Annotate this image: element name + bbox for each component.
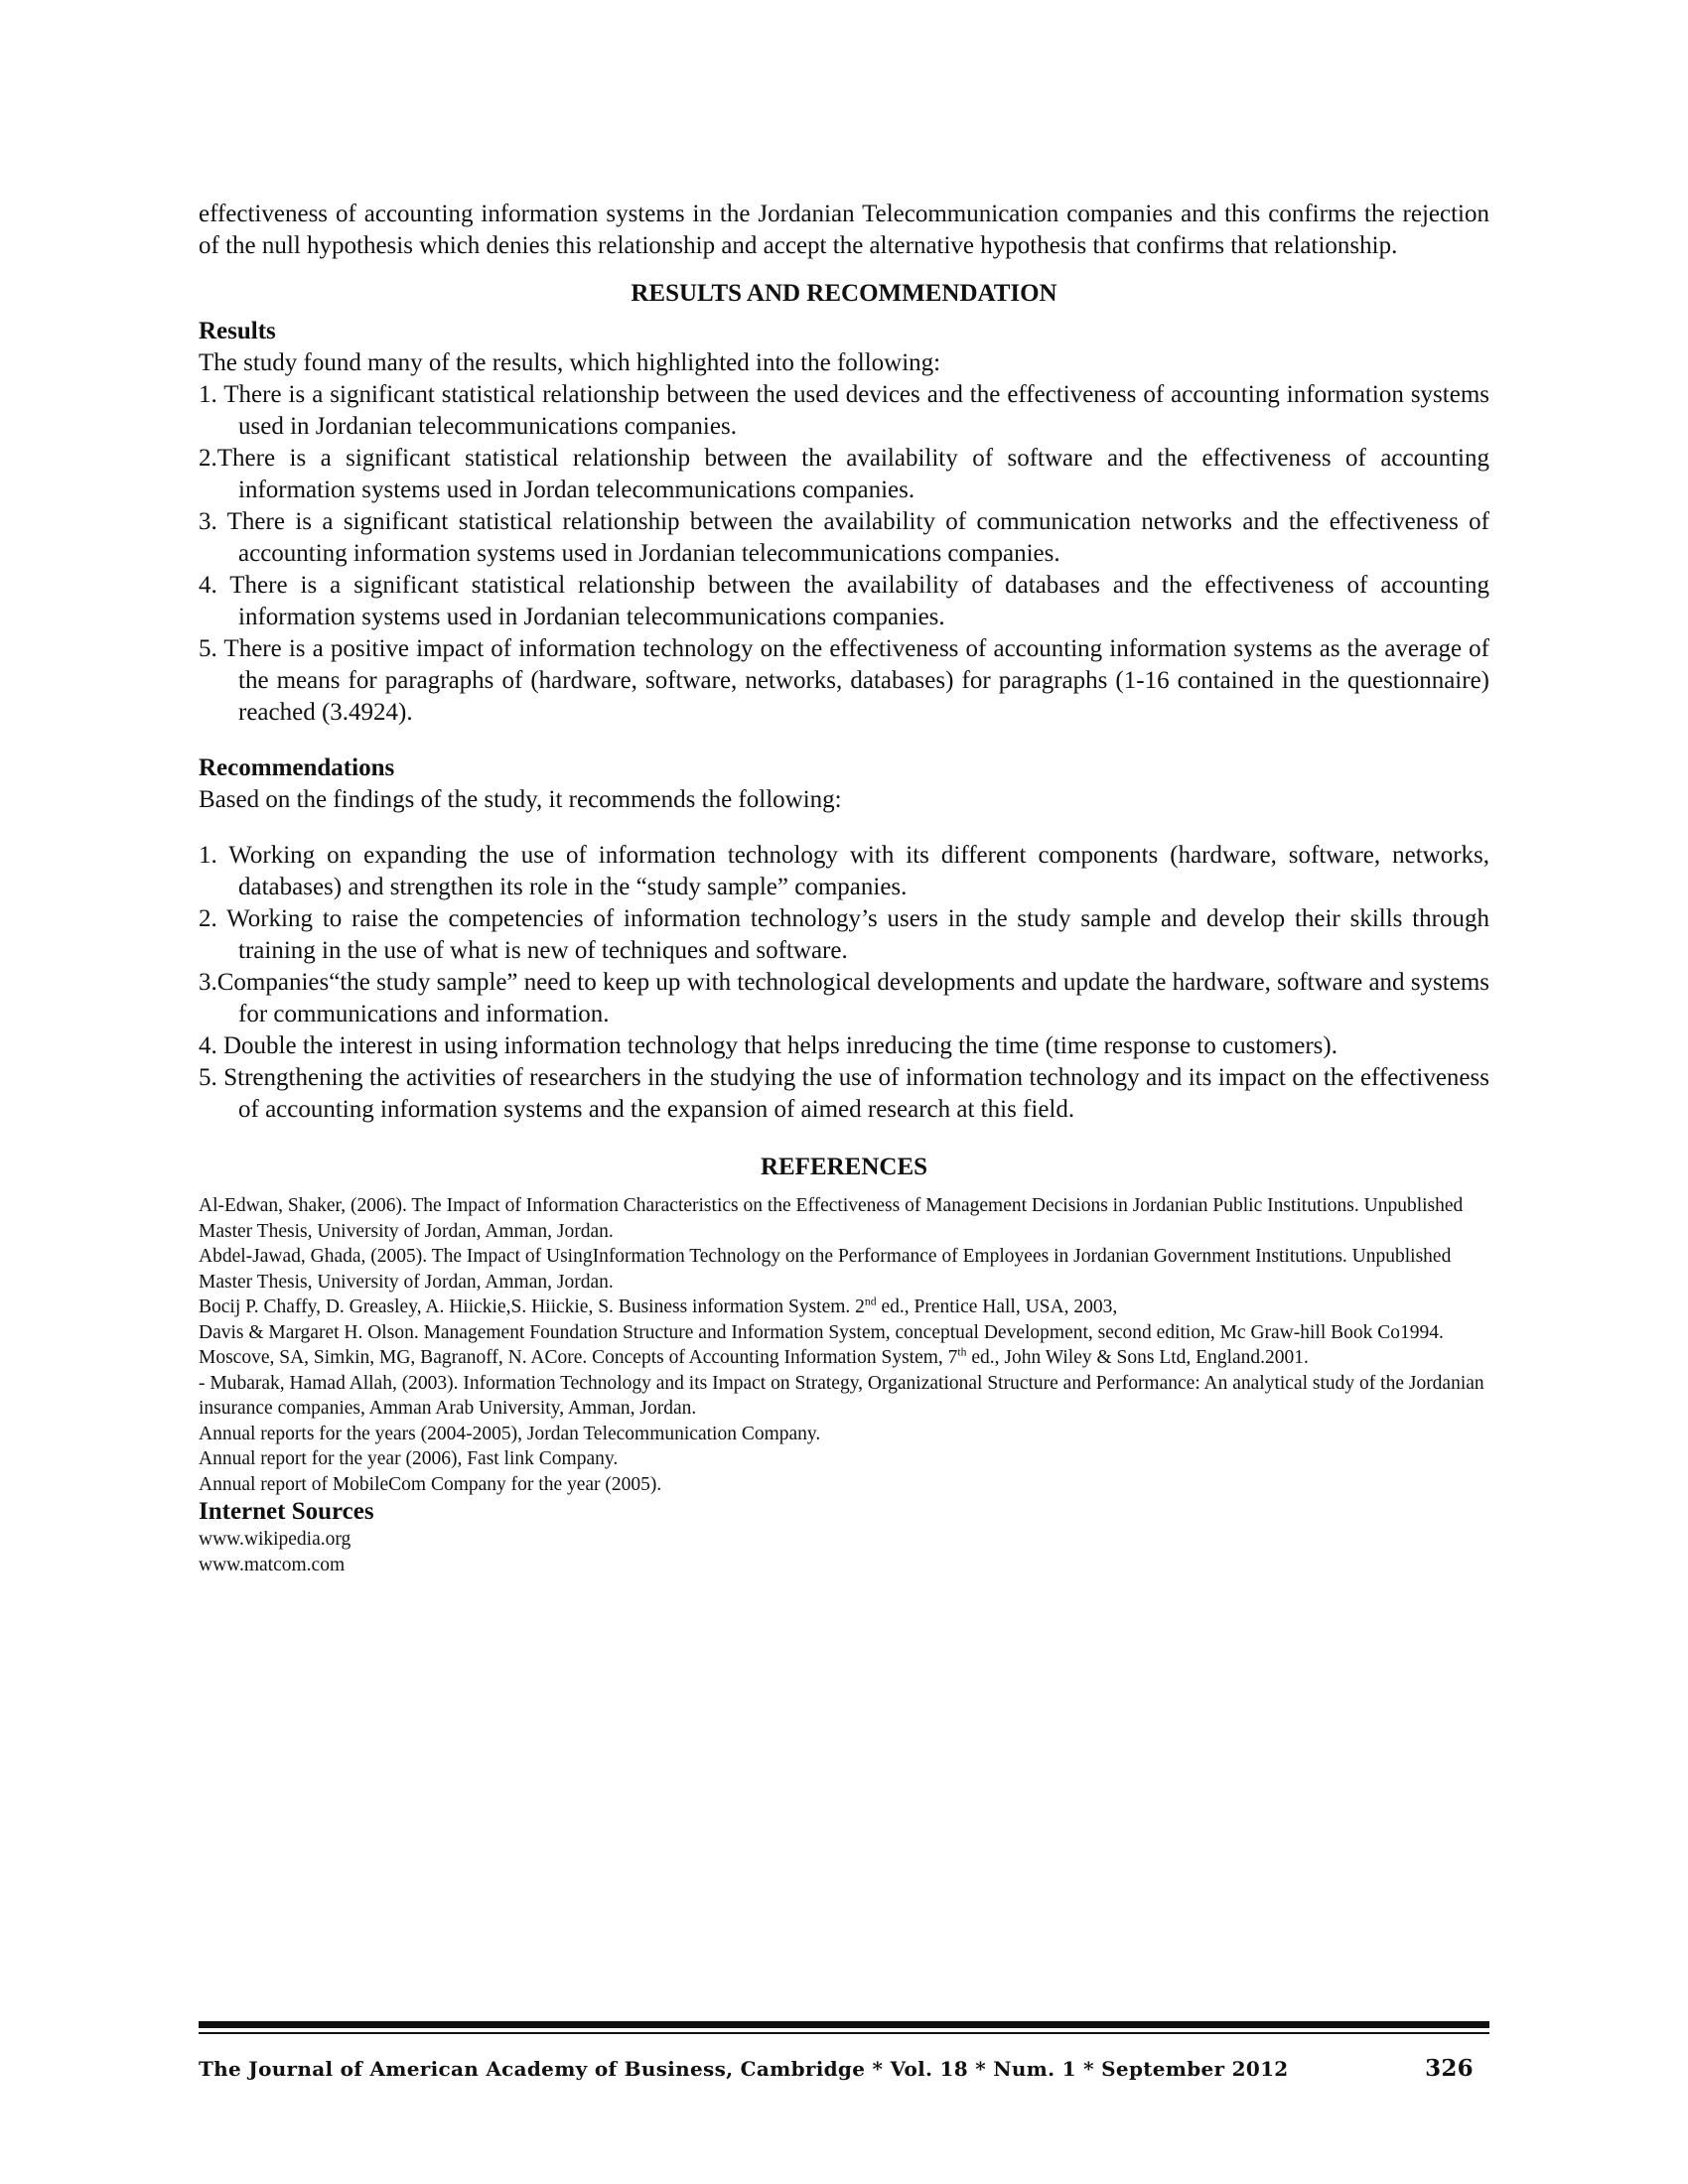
results-recommendation-heading: RESULTS AND RECOMMENDATION bbox=[631, 280, 1057, 307]
page-number: 326 bbox=[1425, 2055, 1474, 2082]
recommendations-intro: Based on the findings of the study, it recommends the following: bbox=[199, 786, 842, 813]
recommendation-item: 2. Working to raise the competencies of information technology’s users in the study sample and develop their skills through training in the use of what is new of techniques and software. bbox=[199, 905, 1489, 964]
recommendations-list bbox=[199, 840, 1489, 1126]
reference-entry: Annual report for the year (2006), Fast link Company. bbox=[199, 1448, 619, 1469]
reference-entry: Al-Edwan, Shaker, (2006). The Impact of Information Characteristics on the Effectiveness of Management Decisions in Jordanian Public Institutions. Unpublished Master Thesis, University of Jordan, Amman, Jordan. bbox=[199, 1195, 1464, 1242]
internet-source-link[interactable]: www.wikipedia.org bbox=[199, 1529, 352, 1550]
reference-entry: Abdel-Jawad, Ghada, (2005). The Impact of UsingInformation Technology on the Performance of Employees in Jordanian Government Institutions. Unpublished Master Thesis, University of Jordan, Amman, Jordan. bbox=[199, 1246, 1452, 1293]
results-intro: The study found many of the results, which highlighted into the following: bbox=[199, 349, 941, 376]
recommendation-item: 3.Companies“the study sample” need to keep up with technological developments and update the hardware, software and systems for communications and information. bbox=[199, 969, 1489, 1027]
reference-entry: Moscove, SA, Simkin, MG, Bagranoff, N. ACore. Concepts of Accounting Information System, 7th ed., John Wiley & Sons Ltd, England.2001. bbox=[199, 1345, 1309, 1368]
results-heading: Results bbox=[199, 318, 276, 344]
reference-entry: Annual reports for the years (2004-2005), Jordan Telecommunication Company. bbox=[199, 1423, 821, 1444]
footer-rule-thick bbox=[199, 2021, 1489, 2028]
recommendation-item: 4. Double the interest in using information technology that helps inreducing the time (time response to customers). bbox=[199, 1032, 1337, 1059]
intro-paragraph: effectiveness of accounting information systems in the Jordanian Telecommunication companies and this confirms the rejection of the null hypothesis which denies this relationship and accept the alternative hypothesis that confirms that relationship. bbox=[199, 201, 1489, 259]
results-item: 2.There is a significant statistical relationship between the availability of software and the effectiveness of accounting information systems used in Jordan telecommunications companies. bbox=[199, 445, 1489, 503]
internet-sources-heading: Internet Sources bbox=[199, 1498, 374, 1525]
footer-rule-thin bbox=[199, 2032, 1489, 2034]
results-item: 4. There is a significant statistical relationship between the availability of databases and the effectiveness of accounting information systems used in Jordanian telecommunications companies. bbox=[199, 572, 1489, 630]
recommendation-item: 1. Working on expanding the use of information technology with its different components (hardware, software, networks, databases) and strengthen its role in the “study sample” companies. bbox=[199, 842, 1489, 900]
results-item: 3. There is a significant statistical relationship between the availability of communication networks and the effectiveness of accounting information systems used in Jordanian telecommunications companies. bbox=[199, 508, 1489, 567]
recommendations-heading: Recommendations bbox=[199, 754, 395, 781]
reference-entry: Davis & Margaret H. Olson. Management Foundation Structure and Information System, conceptual Development, second edition, Mc Graw-hill Book Co1994. bbox=[199, 1321, 1444, 1343]
reference-entry: Annual report of MobileCom Company for the year (2005). bbox=[199, 1473, 662, 1495]
internet-source-link[interactable]: www.matcom.com bbox=[199, 1554, 346, 1575]
page-content bbox=[199, 199, 1489, 1577]
results-item: 5. There is a positive impact of information technology on the effectiveness of accounting information systems as the average of the means for paragraphs of (hardware, software, networks, databases) for paragraphs (1-16 contained in the questionnaire) reached (3.4924). bbox=[199, 635, 1489, 726]
reference-entry: Bocij P. Chaffy, D. Greasley, A. Hiickie,S. Hiickie, S. Business information System. 2nd ed., Prentice Hall, USA, 2003, bbox=[199, 1295, 1118, 1317]
journal-citation: The Journal of American Academy of Business, Cambridge * Vol. 18 * Num. 1 * September 2012 bbox=[199, 2057, 1289, 2081]
references-heading: REFERENCES bbox=[760, 1154, 928, 1180]
results-item: 1. There is a significant statistical relationship between the used devices and the effectiveness of accounting information systems used in Jordanian telecommunications companies. bbox=[199, 381, 1489, 440]
results-list bbox=[199, 379, 1489, 729]
page-footer bbox=[199, 2051, 1489, 2087]
references-list bbox=[199, 1193, 1489, 1577]
reference-entry: - Mubarak, Hamad Allah, (2003). Information Technology and its Impact on Strategy, Organizational Structure and Performance: An analytical study of the Jordanian insurance companies, Amman Arab University, Amman, Jordan. bbox=[199, 1372, 1484, 1419]
recommendation-item: 5. Strengthening the activities of researchers in the studying the use of information technology and its impact on the effectiveness of accounting information systems and the expansion of aimed research at this field. bbox=[199, 1064, 1489, 1123]
